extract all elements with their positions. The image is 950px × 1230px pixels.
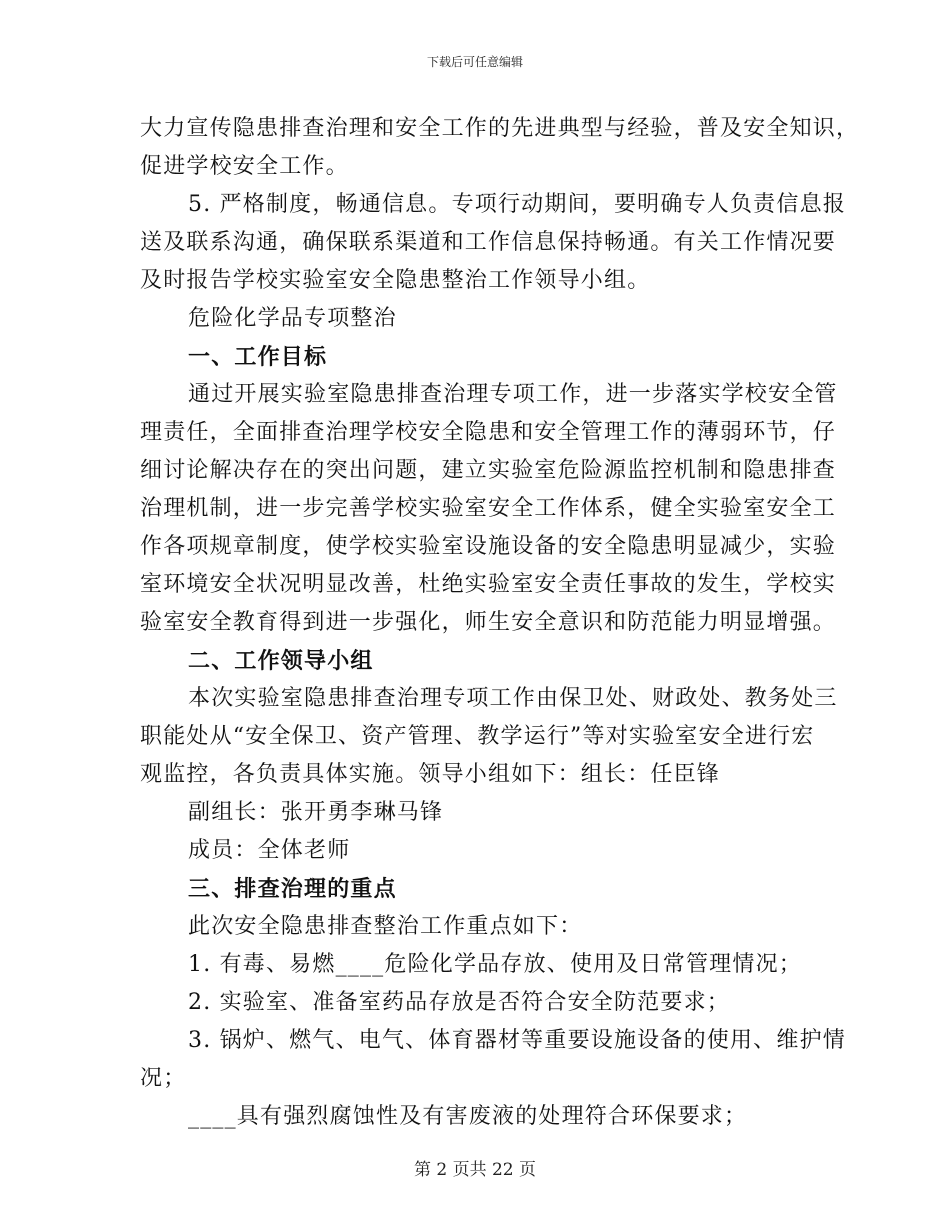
list-item: 1. 有毒、易燃____危险化学品存放、使用及日常管理情况；: [188, 952, 802, 977]
paragraph-line: 理责任，全面排查治理学校安全隐患和安全管理工作的薄弱环节，仔: [140, 420, 837, 445]
list-item: 3. 锅炉、燃气、电气、体育器材等重要设施设备的使用、维护情: [188, 1028, 846, 1053]
paragraph-line: 室环境安全状况明显改善，杜绝实验室安全责任事故的发生，学校实: [140, 572, 837, 597]
list-item: 2. 实验室、准备室药品存放是否符合安全防范要求；: [188, 990, 730, 1015]
document-body: [140, 110, 860, 1136]
paragraph-line: 大力宣传隐患排查治理和安全工作的先进典型与经验，普及安全知识，: [140, 116, 860, 141]
paragraph-line: 作各项规章制度，使学校实验室设施设备的安全隐患明显减少，实验: [140, 534, 837, 559]
paragraph-line: 治理机制，进一步完善学校实验室安全工作体系，健全实验室安全工: [140, 496, 837, 521]
page-footer: 第 2 页共 22 页: [413, 1160, 537, 1180]
paragraph-line: 副组长：张开勇李琳马锋: [188, 800, 444, 825]
paragraph-line: 促进学校安全工作。: [140, 154, 349, 179]
list-item-continuation: 况；: [140, 1066, 187, 1091]
list-item: ____具有强烈腐蚀性及有害废液的处理符合环保要求；: [188, 1104, 748, 1129]
paragraph-line: 本次实验室隐患排查治理专项工作由保卫处、财政处、教务处三: [188, 686, 838, 711]
section-heading: 二、工作领导小组: [188, 648, 374, 674]
paragraph-line: 验室安全教育得到进一步强化，师生安全意识和防范能力明显增强。: [140, 610, 837, 635]
paragraph-line: 送及联系沟通，确保联系渠道和工作信息保持畅通。有关工作情况要: [140, 230, 837, 255]
section-heading: 一、工作目标: [188, 344, 328, 370]
paragraph-line: 细讨论解决存在的突出问题，建立实验室危险源监控机制和隐患排查: [140, 458, 837, 483]
page-header: 下载后可任意编辑: [426, 55, 523, 69]
paragraph-line: 及时报告学校实验室安全隐患整治工作领导小组。: [140, 268, 651, 293]
paragraph-line: 此次安全隐患排查整治工作重点如下：: [188, 914, 583, 939]
paragraph-line: 职能处从“安全保卫、资产管理、教学运行”等对实验室安全进行宏: [140, 724, 815, 749]
section-heading: 三、排查治理的重点: [188, 876, 397, 902]
paragraph-line: 5. 严格制度，畅通信息。专项行动期间，要明确专人负责信息报: [188, 192, 846, 217]
paragraph-line: 通过开展实验室隐患排查治理专项工作，进一步落实学校安全管: [188, 382, 838, 407]
paragraph-line: 观监控，各负责具体实施。领导小组如下：组长：任臣锋: [140, 762, 721, 787]
paragraph-line: 成员：全体老师: [188, 838, 351, 863]
section-subtitle: 危险化学品专项整治: [188, 306, 397, 331]
